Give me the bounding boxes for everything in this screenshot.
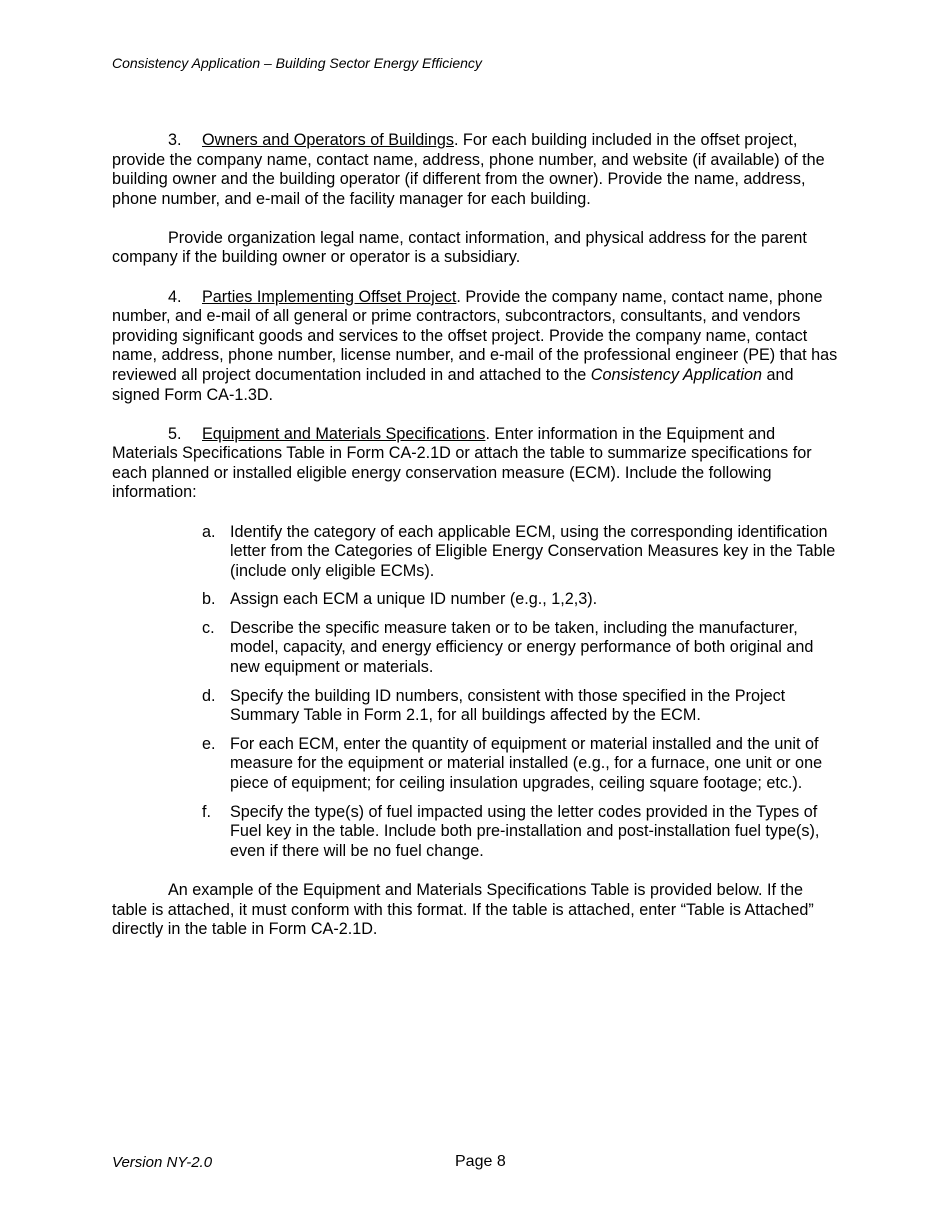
list-item [202, 735, 840, 794]
ecm-info-list [112, 523, 840, 862]
section-3-parent-company-paragraph: Provide organization legal name, contact information, and physical address for the parent company if the building owner or operator is a subsidiary. [112, 228, 807, 267]
section-4-italic-title: Consistency Application [590, 365, 763, 384]
footer-page-number: Page 8 [455, 1153, 506, 1170]
list-item [202, 619, 840, 678]
list-item-text: Specify the building ID numbers, consistent with those specified in the Project Summary Table in Form 2.1, for all buildings affected by the ECM. [230, 686, 786, 725]
list-item-letter: b. [202, 590, 216, 609]
section-3-heading: Owners and Operators of Buildings [202, 131, 454, 149]
section-4-heading: Parties Implementing Offset Project [202, 287, 457, 306]
section-4-text: . Provide the company name, contact name, phone number, and e-mail of all general or prime contractors, subcontractors, consultants, and vendors providing significant goods and services to the offset project. Provide the company name, contact name, address, phone number, license number, and e-mail of the professional engineer (PE) that has reviewed all project documentation included in and attached to the [112, 287, 838, 384]
document-body [112, 131, 840, 959]
section-3-text: . For each building included in the offset project, provide the company name, contact name, address, phone number, and website (if available) of the building owner and the building operator (if different from the owner). Provide the name, address, phone number, and e-mail of the facility manager for each building. [112, 131, 825, 208]
list-item-text: Describe the specific measure taken or to be taken, including the manufacturer, model, capacity, and energy efficiency or energy performance of both original and new equipment or materials. [230, 618, 814, 677]
list-item-letter: d. [202, 686, 216, 705]
list-item [202, 687, 840, 726]
list-item-letter: a. [202, 522, 216, 541]
list-item-letter: f. [202, 802, 211, 821]
list-item-letter: e. [202, 734, 216, 753]
section-4-paragraph [112, 288, 840, 406]
list-item-letter: c. [202, 618, 215, 637]
section-5-heading: Equipment and Materials Specifications [202, 424, 486, 443]
list-item-text: Specify the type(s) of fuel impacted using the letter codes provided in the Types of Fuel key in the table. Include both pre-installation and post-installation fuel type(s), even if there will be no fuel change. [230, 802, 820, 860]
section-5-text: . Enter information in the Equipment and Materials Specifications Table in Form CA-2.1D or attach the table to summarize specifications for each planned or installed eligible energy conservation measure (ECM). Include the following information: [112, 424, 812, 502]
list-item-text: For each ECM, enter the quantity of equipment or material installed and the unit of measure for the equipment or material installed (e.g., for a furnace, one unit or one piece of equipment; for ceiling insulation upgrades, ceiling square footage; etc.). [230, 734, 823, 793]
list-item [202, 590, 840, 610]
section-5-paragraph [112, 425, 840, 503]
section-3-number: 3. [168, 131, 182, 149]
running-header: Consistency Application – Building Sector Energy Efficiency [112, 55, 482, 71]
closing-paragraph: An example of the Equipment and Materials Specifications Table is provided below. If the table is attached, it must conform with this format. If the table is attached, enter “Table is Attached” directly in the table in Form CA-2.1D. [112, 880, 814, 939]
list-item [202, 523, 840, 582]
section-4-number: 4. [168, 287, 182, 306]
section-4-tail: and signed Form CA-1.3D. [112, 365, 794, 404]
list-item [202, 803, 840, 862]
list-item-text: Identify the category of each applicable ECM, using the corresponding identification letter from the Categories of Eligible Energy Conservation Measures key in the Table (include only eligible ECMs). [230, 522, 836, 580]
section-3-paragraph [112, 131, 840, 209]
list-item-text: Assign each ECM a unique ID number (e.g., 1,2,3). [230, 590, 598, 609]
section-5-number: 5. [168, 424, 182, 443]
footer-version: Version NY-2.0 [112, 1154, 213, 1171]
